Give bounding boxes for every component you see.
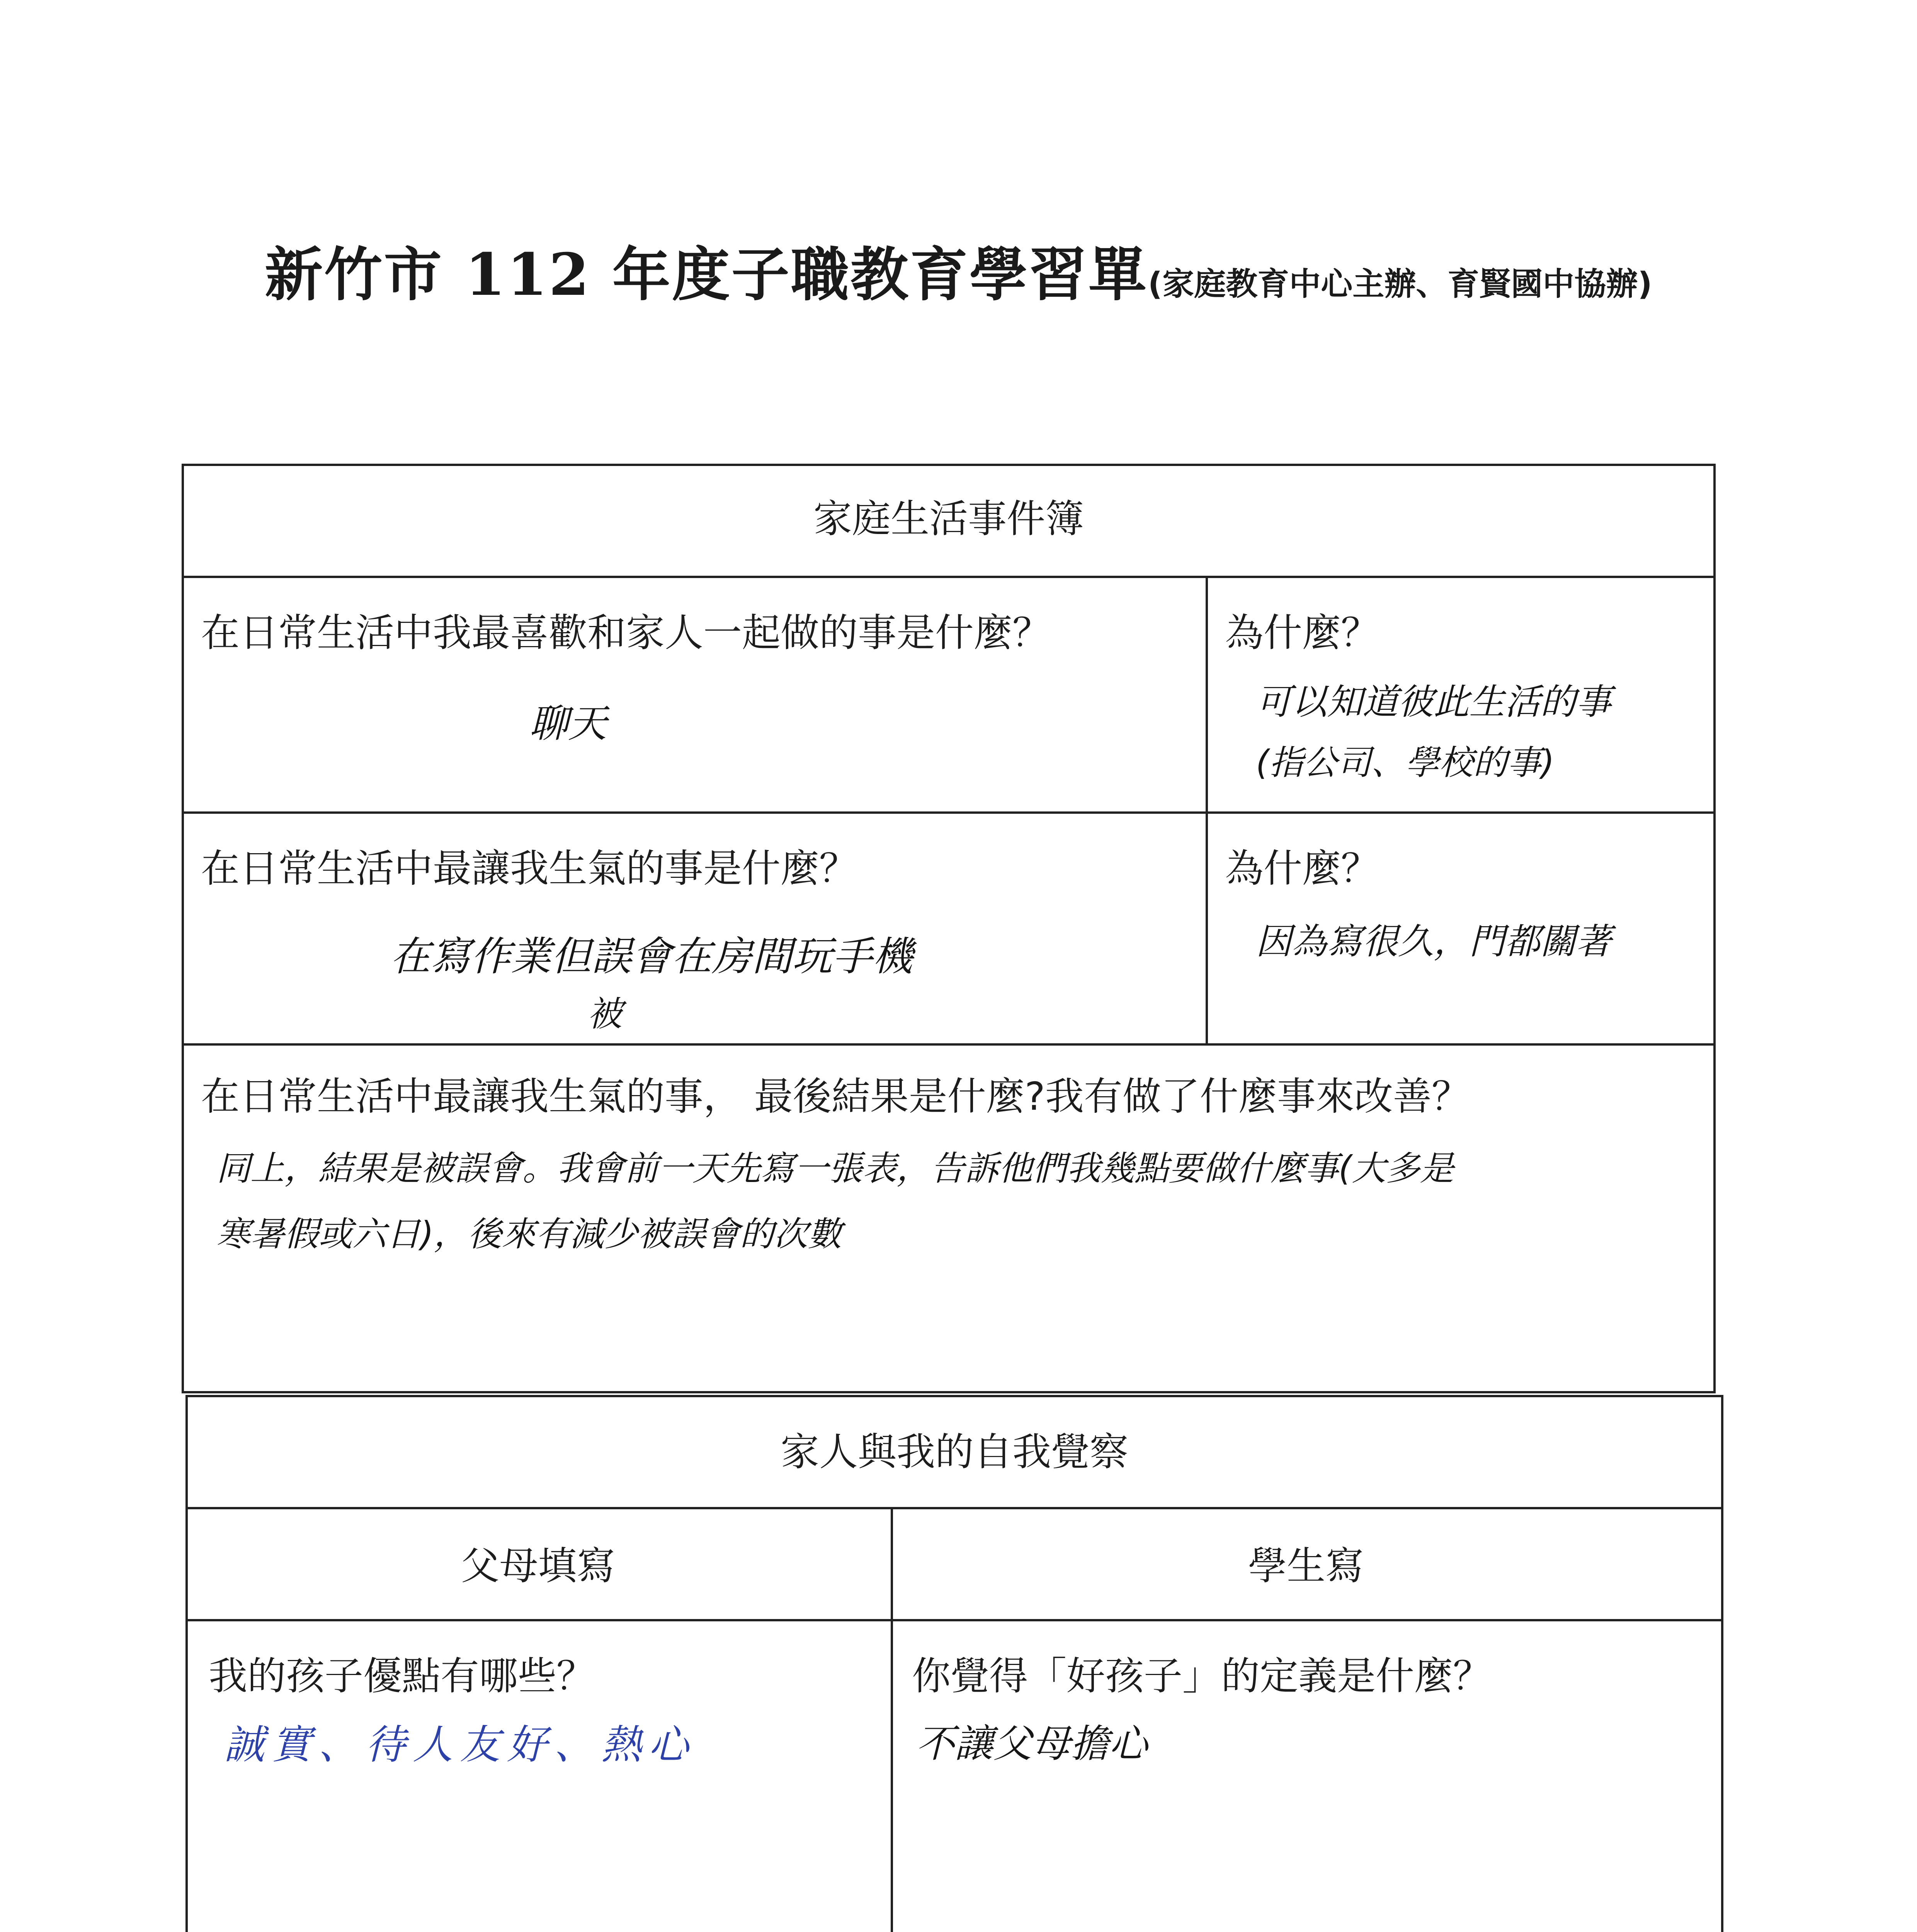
col-header-parent: 父母填寫	[461, 1543, 616, 1588]
table1-right-border	[1713, 464, 1716, 1393]
q2-why-label: 為什麼？	[1225, 846, 1379, 891]
table1-top-border	[182, 464, 1716, 466]
q3-answer-line-2: 寒暑假或六日)，後來有減少被誤會的次數	[216, 1214, 842, 1254]
table2-colhead-divider	[185, 1619, 1723, 1621]
q2-answer-insert-mark: 被	[587, 994, 622, 1034]
q3-answer-line-1: 同上，結果是被誤會。我會前一天先寫一張表，告訴他們我幾點要做什麼事(大多是	[216, 1148, 1454, 1188]
q1-why-label: 為什麼？	[1225, 610, 1379, 655]
q2-question: 在日常生活中最讓我生氣的事是什麼？	[201, 846, 858, 891]
table1-bottom-border	[182, 1391, 1716, 1393]
q1-answer: 聊天	[529, 701, 607, 746]
table1-col-divider	[1206, 576, 1208, 1046]
table1-row1-divider	[182, 811, 1716, 814]
table2-header-divider	[185, 1507, 1723, 1509]
q1-why-line-2: (指公司、學校的事)	[1256, 743, 1555, 782]
title-main: 新竹市 112 年度子職教育學習單	[265, 241, 1148, 309]
q1-why-line-1: 可以知道彼此生活的事	[1256, 681, 1612, 723]
q2-answer: 在寫作業但誤會在房間玩手機	[390, 933, 913, 980]
col-header-student: 學生寫	[1248, 1543, 1364, 1588]
table1-header-divider	[182, 576, 1716, 578]
worksheet-title	[0, 228, 1917, 311]
table1-left-border	[182, 464, 184, 1393]
table1-row2-divider	[182, 1043, 1716, 1046]
parent-a1: 誠實、待人友好、熱心	[224, 1721, 696, 1768]
q3-question: 在日常生活中最讓我生氣的事， 最後結果是什麼?我有做了什麼事來改善？	[201, 1074, 1470, 1119]
q1-question: 在日常生活中我最喜歡和家人一起做的事是什麼？	[201, 610, 1051, 655]
table2-top-border	[185, 1395, 1723, 1397]
section2-heading: 家人與我的自我覺察	[781, 1429, 1128, 1475]
section1-heading: 家庭生活事件簿	[813, 496, 1084, 541]
title-subtitle: (家庭教育中心主辦、育賢國中協辦)	[1148, 266, 1652, 303]
student-q1: 你覺得「好孩子」的定義是什麼？	[912, 1653, 1492, 1699]
student-a1: 不讓父母擔心	[916, 1721, 1148, 1766]
parent-q1: 我的孩子優點有哪些？	[209, 1653, 595, 1699]
q2-why: 因為寫很久，門都關著	[1256, 921, 1612, 962]
